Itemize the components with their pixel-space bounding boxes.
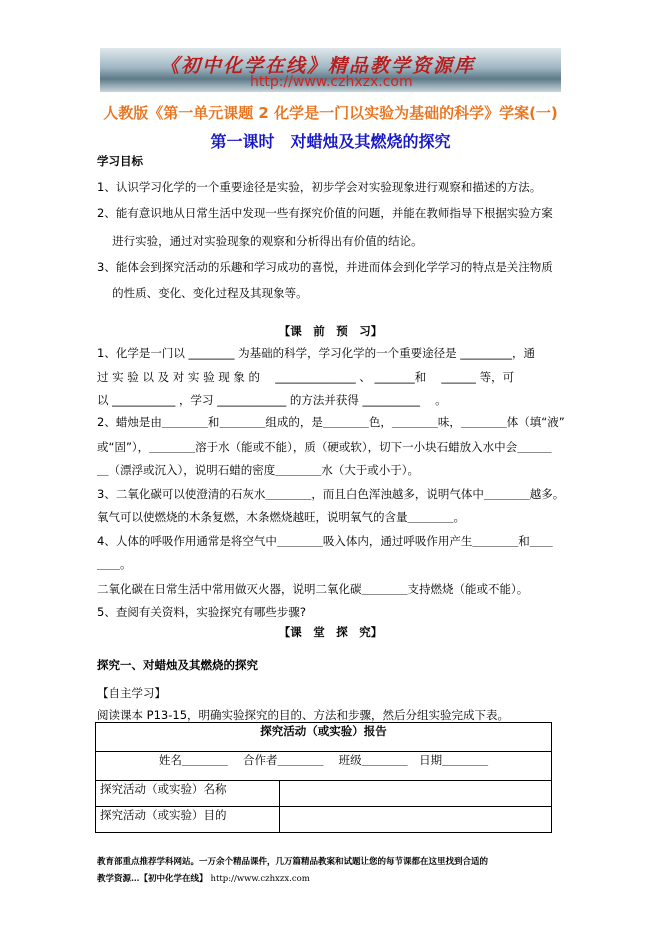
preview-line: 3、二氧化碳可以使澄清的石灰水＿＿＿＿，而且白色浑浊越多，说明气体中＿＿＿＿越多。 [97, 487, 565, 501]
preview-line: 5、查阅有关资料，实验探究有哪些步骤? [97, 605, 306, 619]
self-study-label: 【自主学习】 [97, 686, 166, 700]
preview-line: 以 ___________ ，学习 ____________ 的方法并获得 __________ 。 [97, 393, 447, 407]
row-label: 探究活动（或实验）目的 [96, 807, 280, 833]
report-info[interactable]: 姓名＿＿＿＿ 合作者＿＿＿＿ 班级＿＿＿＿ 日期＿＿＿＿ [96, 752, 552, 781]
report-title: 探究活动（或实验）报告 [96, 723, 552, 752]
banner-image [100, 48, 561, 92]
footer-line: 教学资源…【初中化学在线】 [97, 874, 208, 884]
objectives-heading: 学习目标 [97, 154, 143, 168]
footer-line: 教育部重点推荐学科网站。一万余个精品课件，几万篇精品教案和试题让您的每节课都在这里找到合适的 [97, 857, 489, 867]
section-heading: 探究一、对蜡烛及其燃烧的探究 [97, 658, 258, 672]
banner-title: 《初中化学在线》精品教学资源库 [160, 55, 476, 77]
doc-subtitle: 第一课时 对蜡烛及其燃烧的探究 [210, 132, 451, 151]
preview-line: ＿（漂浮或沉入），说明石蜡的密度＿＿＿＿水（大于或小于）。 [97, 463, 419, 477]
preview-heading: 【课 前 预 习】 [278, 324, 383, 338]
report-table [95, 722, 552, 833]
footer-url[interactable]: http://www.czhxzx.com [210, 874, 310, 884]
objective-line: 2、能有意识地从日常生活中发现一些有探究价值的问题，并能在教师指导下根据实验方案 [97, 206, 553, 220]
preview-line: ＿＿。 [97, 557, 132, 571]
preview-line: 2、蜡烛是由＿＿＿＿和＿＿＿＿组成的，是＿＿＿＿色，＿＿＿＿味，＿＿＿＿体（填“液” [97, 415, 565, 429]
preview-line: 1、化学是一门以 ________ 为基础的科学，学习化学的一个重要途径是 _________，通 [97, 346, 536, 360]
row-label: 探究活动（或实验）名称 [96, 781, 280, 807]
preview-line: 过 实 验 以 及 对 实 验 现 象 的 ______________ 、 _______和 ______ 等，可 [97, 370, 515, 384]
objective-line: 进行实验，通过对实验现象的观察和分析得出有价值的结论。 [97, 234, 423, 248]
banner-url: http://www.czhxzx.com [250, 74, 413, 90]
objective-line: 1、认识学习化学的一个重要途径是实验，初步学会对实验现象进行观察和描述的方法。 [97, 180, 542, 194]
preview-line: 4、人体的呼吸作用通常是将空气中＿＿＿＿吸入体内，通过呼吸作用产生＿＿＿＿和＿＿ [97, 534, 553, 548]
objective-line: 3、能体会到探究活动的乐趣和学习成功的喜悦，并进而体会到化学学习的特点是关注物质 [97, 260, 553, 274]
doc-title: 人教版《第一单元课题 2 化学是一门以实验为基础的科学》学案(一) [103, 104, 558, 122]
row-value[interactable] [280, 807, 552, 833]
preview-line: 氧气可以使燃烧的木条复燃，木条燃烧越旺，说明氧气的含量＿＿＿＿。 [97, 510, 465, 524]
preview-line: 或“固”），＿＿＿＿溶于水（能或不能），质（硬或软），切下一小块石蜡放入水中会＿＿＿ [97, 440, 552, 454]
objective-line: 的性质、变化、变化过程及其现象等。 [97, 286, 308, 300]
instruction-text: 阅读课本 P13-15，明确实验探究的目的、方法和步骤，然后分组实验完成下表。 [97, 708, 510, 722]
preview-line: 二氧化碳在日常生活中常用做灭火器，说明二氧化碳＿＿＿＿支持燃烧（能或不能）。 [97, 582, 529, 596]
class-heading: 【课 堂 探 究】 [278, 625, 383, 639]
row-value[interactable] [280, 781, 552, 807]
